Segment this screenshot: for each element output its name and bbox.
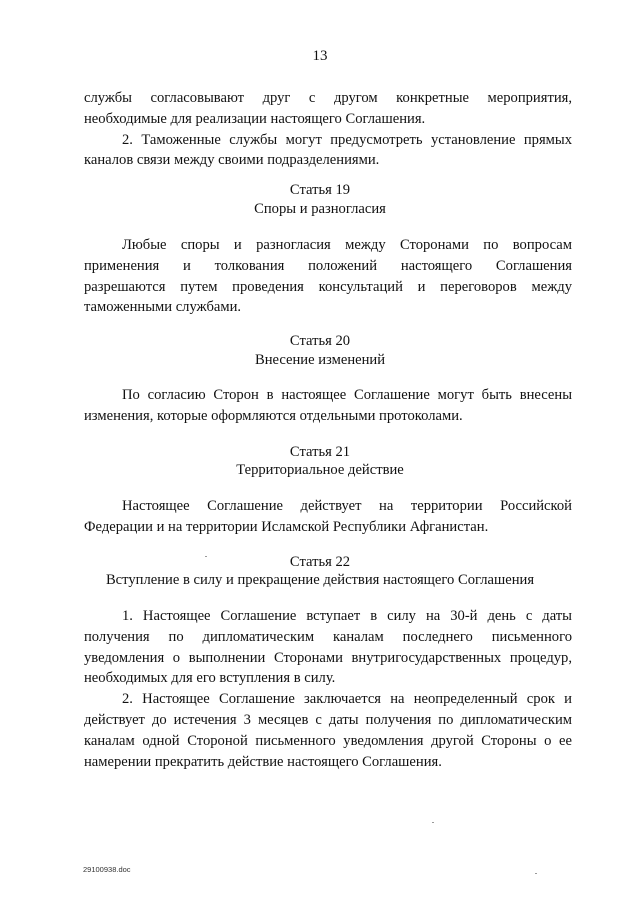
article-22-p1-line: необходимых для его вступления в силу. xyxy=(84,670,336,687)
intro-para2-line: 2. Таможенные службы могут предусмотреть установление прямых xyxy=(122,131,572,148)
article-22-p2-line: действует до истечения 3 месяцев с даты получения по дипломатическим xyxy=(84,711,572,728)
intro-para2-line: каналов связи между своими подразделениями. xyxy=(84,152,380,169)
article-20-line: изменения, которые оформляются отдельными протоколами. xyxy=(84,407,463,424)
article-22-p1-line: уведомления о выполнении Сторонами внутригосударственных процедур, xyxy=(84,649,572,666)
intro-section xyxy=(84,88,572,171)
intro-line: необходимые для реализации настоящего Соглашения. xyxy=(84,110,426,127)
article-22-p2-line: 2. Настоящее Соглашение заключается на неопределенный срок и xyxy=(122,691,572,708)
scan-speck xyxy=(535,873,537,874)
article-21-line: Настоящее Соглашение действует на территории Российской xyxy=(122,498,572,514)
article-22-title: Вступление в силу и прекращение действия настоящего Соглашения xyxy=(105,572,535,588)
article-19-number: Статья 19 xyxy=(289,182,351,198)
article-22-body xyxy=(84,606,572,772)
page-number: 13 xyxy=(312,48,328,64)
intro-line: службы согласовывают друг с другом конкретные мероприятия, xyxy=(84,90,572,106)
article-21-line: Федерации и на территории Исламской Республики Афганистан. xyxy=(84,518,489,535)
article-22-p1-line: получения по дипломатическим каналам последнего письменного xyxy=(84,628,572,645)
article-22-p2-line: намерении прекратить действие настоящего Соглашения. xyxy=(84,753,442,770)
article-22-p2-line: каналам одной Стороной письменного уведомления другой Стороны о ее xyxy=(84,732,572,749)
article-21-number: Статья 21 xyxy=(289,444,351,460)
article-20-line: По согласию Сторон в настоящее Соглашение могут быть внесены xyxy=(122,387,572,403)
article-20-number: Статья 20 xyxy=(289,333,351,349)
article-21-title: Территориальное действие xyxy=(236,462,404,478)
article-20-body xyxy=(84,385,572,427)
scan-speck xyxy=(432,822,434,823)
article-22-number: Статья 22 xyxy=(289,554,351,570)
scan-speck xyxy=(205,556,207,557)
article-19-line: разрешаются путем проведения консультаций и переговоров между xyxy=(84,278,572,295)
article-19-line: применения и толкования положений настоящего Соглашения xyxy=(84,257,572,274)
article-19-title: Споры и разногласия xyxy=(254,201,386,217)
article-19-body xyxy=(84,235,572,318)
article-20-title: Внесение изменений xyxy=(254,352,386,368)
article-21-body xyxy=(84,496,572,538)
footer-filename: 29100938.doc xyxy=(83,865,131,874)
article-22-p1-line: 1. Настоящее Соглашение вступает в силу на 30-й день с даты xyxy=(122,608,572,624)
article-19-line: таможенными службами. xyxy=(84,299,242,316)
article-19-line: Любые споры и разногласия между Сторонами по вопросам xyxy=(122,237,572,253)
